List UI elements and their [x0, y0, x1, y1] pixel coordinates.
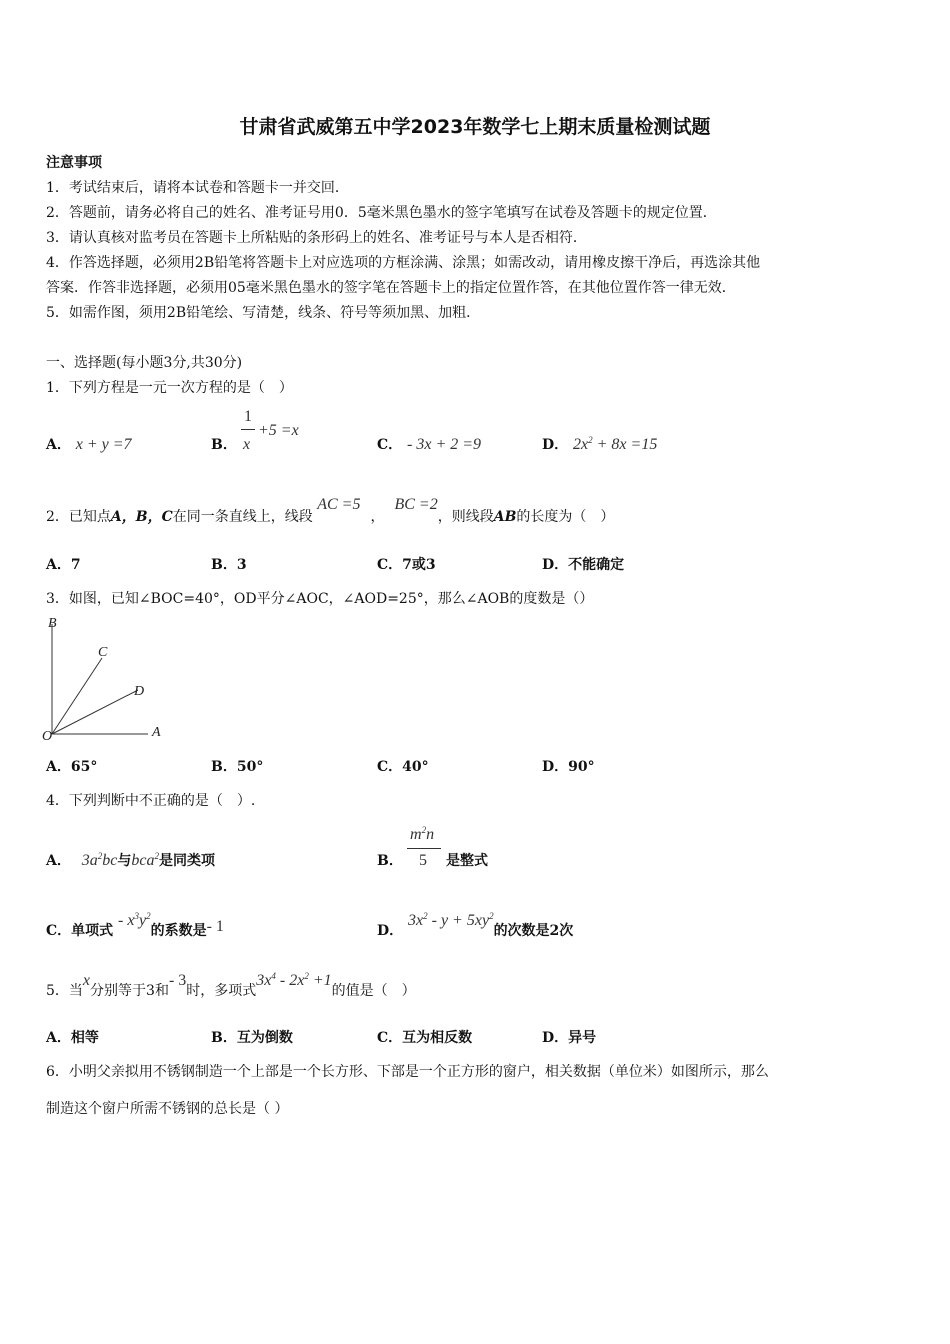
- q3-option-c: C．40°: [377, 759, 429, 775]
- q5-text: 的值是（ ）: [331, 983, 416, 999]
- exponent: 2: [423, 911, 428, 921]
- notice-item: 答案．作答非选择题，必须用05毫米黑色墨水的签字笔在答题卡上的指定位置作答，在其他位置作答一律无效．: [46, 280, 736, 296]
- q3-option-d: D．90°: [542, 759, 595, 775]
- q2-option-a: A．7: [46, 557, 81, 573]
- exponent: 2: [588, 435, 593, 445]
- question-6-line-1: 6．小明父亲拟用不锈钢制造一个上部是一个长方形、下部是一个正方形的窗户，相关数据（单位米）如图所示，那么: [46, 1064, 769, 1080]
- q4-b-denominator: 5: [419, 852, 427, 869]
- q4-c-term: y: [138, 912, 147, 929]
- q2-points: A，B，C: [110, 509, 173, 525]
- q4-a-term: bc: [102, 852, 118, 869]
- q4-c-text: 单项式: [71, 923, 114, 939]
- q2-ac: AC =5: [317, 496, 361, 513]
- exponent: 2: [489, 911, 494, 921]
- q2-text: 在同一条直线上，线段: [172, 509, 313, 525]
- q1-b-numerator: 1: [244, 408, 252, 425]
- label-o: O: [42, 729, 53, 744]
- q4-b-numerator: [410, 826, 434, 844]
- q4-c-value: - 1: [206, 918, 224, 935]
- q5-option-c: C．互为相反数: [377, 1030, 473, 1046]
- label-d: D: [134, 684, 145, 699]
- notice-item: 5．如需作图，须用2B铅笔绘、写清楚，线条、符号等须加黑、加粗．: [46, 305, 481, 321]
- q4-b-text: 是整式: [446, 853, 488, 869]
- q1-option-d: [542, 434, 657, 454]
- q4-b-fraction-bar: [407, 848, 441, 849]
- question-5-stem: [46, 971, 416, 1000]
- q5-poly-term: - 2x: [275, 972, 305, 989]
- q4-b-var: n: [426, 826, 435, 843]
- q1-d-term: 2x: [573, 436, 589, 453]
- q4-option-d: [377, 911, 574, 940]
- notice-item: 4．作答选择题，必须用2B铅笔将答题卡上对应选项的方框涂满、涂黑；如需改动，请用橡皮擦干净后，再选涂其他: [46, 255, 761, 271]
- q1-a-equation: x + y =7: [75, 436, 132, 453]
- exponent: 2: [154, 851, 159, 861]
- page-title: 甘肃省武威第五中学2023年数学七上期末质量检测试题: [239, 116, 711, 138]
- label-c: C: [98, 645, 108, 660]
- q4-a-term: bca: [131, 852, 155, 869]
- label-b: B: [48, 616, 57, 631]
- q4-c-term: - x: [118, 912, 135, 929]
- question-6-line-2: 制造这个窗户所需不锈钢的总长是（ ）: [46, 1101, 289, 1117]
- q3-option-b: B．50°: [211, 759, 264, 775]
- q1-option-a: [46, 434, 132, 454]
- ray-oc: [52, 658, 102, 734]
- q1-option-b-label: B．: [211, 437, 237, 453]
- q2-text: 的长度为（ ）: [516, 509, 615, 525]
- question-1-stem: 1．下列方程是一元一次方程的是（ ）: [46, 380, 293, 396]
- notice-item: 1．考试结束后，请将本试卷和答题卡一并交回．: [46, 180, 349, 196]
- option-label: D．: [542, 437, 569, 453]
- q1-d-rest: + 8x =15: [592, 436, 658, 453]
- q1-b-rest: +5 =x: [258, 422, 299, 439]
- q2-ab: AB: [493, 509, 517, 525]
- exponent: 3: [134, 911, 139, 921]
- q5-option-b: B．互为倒数: [211, 1030, 293, 1046]
- q5-option-a: A．相等: [46, 1030, 99, 1046]
- q5-text: 时，多项式: [186, 983, 257, 999]
- q4-option-b-label: B．: [377, 853, 403, 869]
- q3-angle-figure: [40, 612, 180, 747]
- q2-option-b: B．3: [211, 557, 247, 573]
- ray-od: [52, 690, 138, 734]
- option-label: C．: [46, 923, 72, 939]
- q4-option-a: [46, 850, 215, 870]
- question-3-stem: 3．如图，已知∠BOC=40°，OD平分∠AOC，∠AOD=25°，那么∠AOB的度数是（）: [46, 591, 594, 607]
- q1-c-equation: - 3x + 2 =9: [407, 436, 482, 453]
- q5-poly-term: 3x: [256, 972, 272, 989]
- exponent: 2: [304, 971, 309, 981]
- q2-text: ，则线段: [437, 509, 494, 525]
- q4-b-var: m: [410, 826, 422, 843]
- q2-bc: BC =2: [394, 496, 438, 513]
- q5-text: 分别等于3和: [90, 983, 169, 999]
- q4-a-conj: 与: [117, 853, 132, 869]
- q5-x: x: [82, 972, 91, 989]
- notice-item: 3．请认真核对监考员在答题卡上所粘贴的条形码上的姓名、准考证号与本人是否相符．: [46, 230, 587, 246]
- q2-option-c: C．7或3: [377, 557, 436, 573]
- exponent: 2: [146, 911, 151, 921]
- q5-neg3: - 3: [168, 972, 187, 989]
- q4-option-c: [46, 911, 224, 940]
- exponent: 2: [421, 825, 427, 835]
- section-heading: 一、选择题(每小题3分,共30分): [46, 355, 243, 371]
- q2-sep: ，: [370, 509, 385, 525]
- question-2-stem: [46, 496, 615, 526]
- q5-option-d: D．异号: [542, 1030, 597, 1046]
- q1-option-c: [377, 434, 481, 454]
- q1-b-fraction-bar: [241, 429, 255, 430]
- q4-d-term: 3x: [408, 912, 424, 929]
- q4-d-term: - y + 5xy: [427, 912, 490, 929]
- option-label: D．: [377, 923, 404, 939]
- label-a: A: [152, 725, 161, 740]
- option-label: A．: [46, 853, 71, 869]
- q4-c-text: 的系数是: [150, 923, 207, 939]
- q5-text: 5．当: [46, 983, 83, 999]
- notice-item: 2．答题前，请务必将自己的姓名、准考证号用0．5毫米黑色墨水的签字笔填写在试卷及答题卡的规定位置．: [46, 205, 717, 221]
- q2-option-d: D．不能确定: [542, 557, 625, 573]
- q4-a-text: 是同类项: [158, 853, 215, 869]
- exponent: 2: [97, 851, 103, 861]
- option-label: A．: [46, 437, 71, 453]
- q4-a-term: 3a: [81, 852, 98, 869]
- q2-text: 2．已知点: [46, 509, 111, 525]
- q1-b-denominator: x: [243, 436, 251, 453]
- question-4-stem: 4．下列判断中不正确的是（ ）.: [46, 793, 256, 809]
- exponent: 4: [271, 971, 276, 981]
- q4-d-text: 的次数是2次: [493, 923, 574, 939]
- q5-poly-term: +1: [308, 972, 332, 989]
- option-label: C．: [377, 437, 403, 453]
- notice-heading: 注意事项: [46, 155, 102, 171]
- q3-option-a: A．65°: [46, 759, 98, 775]
